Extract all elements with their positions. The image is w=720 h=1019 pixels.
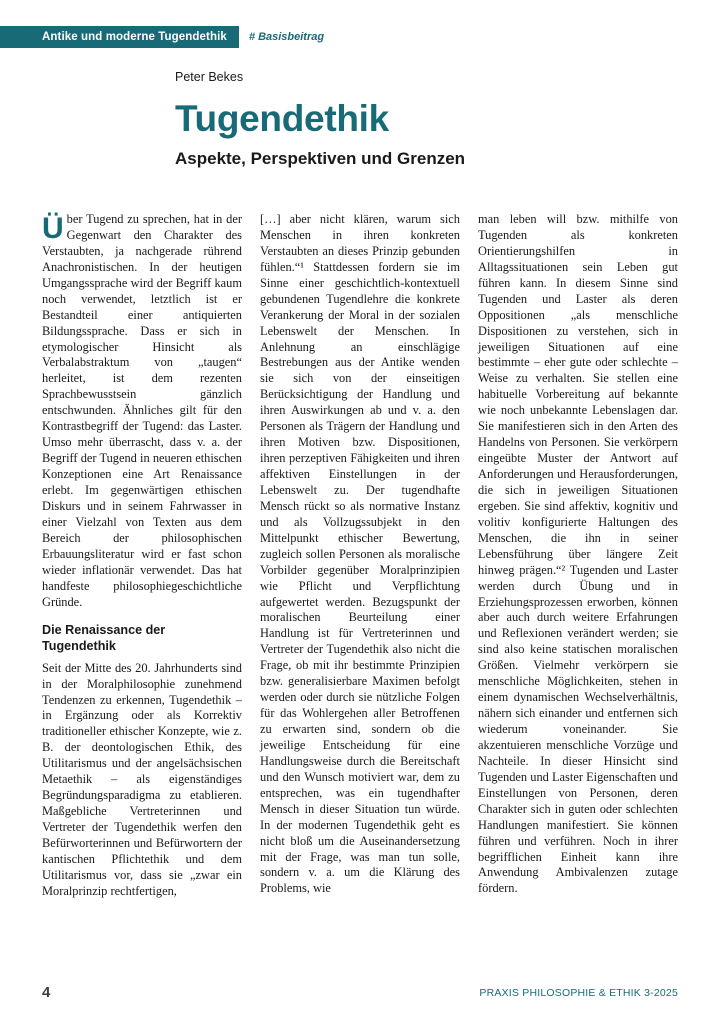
paragraph-intro-text: ber Tugend zu sprechen, hat in der Gegenwart den Charakter des Verstaubten, ja nachgerade rührend Anachronistischen. In der heutigen Umgangssprache wird der Begriff kaum noch verwendet, letztlich ist er Bestandteil einer antiquierten Bildungssprache. Dass er sich in etymologischer Hinsicht als Verbalabstraktum von „taugen“ herleitet, ist dem rezenten Sprachbewusstsein gänzlich entschwunden. Ähnliches gilt für den Kontrastbegriff der Tugend: das Laster. Umso mehr überrascht, dass v. a. der Begriff der Tugend in neueren ethischen Konzeptionen eine Art Renaissance erlebt. Im gegenwärtigen ethischen Diskurs und in seinem Fahrwasser in einer Vielzahl von Texten aus dem Bereich der philosophischen Erbauungsliteratur wird er fast schon wieder inflationär verwendet. Das hat handfeste philosophiegeschichtliche Gründe. xyxy=(42,212,242,609)
column-3 xyxy=(478,212,678,900)
page-footer xyxy=(0,981,720,1001)
header-category-tag: Antike und moderne Tugendethik xyxy=(0,26,239,48)
paragraph-renaissance: Seit der Mitte des 20. Jahrhunderts sind in der Moralphilosophie zunehmend Tendenzen zu erkennen, Tugendethik – in Ergänzung oder als Korrektiv traditioneller ethischer Konzepte, wie z. B. der deontologischen Ethik, des Utilitarismus und der angelsächsischen Metaethik – als eigenständiges Begründungsparadigma zu etablieren. Maßgebliche Vertreterinnen und Vertreter der Tugendethik werfen den Befürworterinnen und Befürwortern der kantischen Pflichtethik und dem Utilitarismus vor, dass sie „zwar ein Moralprinzip rechtfertigen, xyxy=(42,660,242,898)
column-2 xyxy=(260,212,460,900)
page-number: 4 xyxy=(42,984,51,1001)
paragraph-column3: man leben will bzw. mithilfe von Tugenden als konkreten Orientierungshilfen in Alltagssituationen sein Leben gut führen kann. In diesem Sinne sind Tugenden und Laster als deren Oppositionen „als menschliche Dispositionen zu verstehen, sich in jeweiligen Situationen auf eine bestimmte – eher gute oder schlechte – Weise zu verhalten. Sie stellen eine habituelle Vorbereitung auf bekannte wie noch unbekannte Lebenslagen dar. Sie manifestieren sich in den Arten des Handelns von Personen. Sie verkörpern eingeübte Muster der Antwort auf Anforderungen und Herausforderungen, die sich in jeweiligen Situationen ergeben. Sie sind affektiv, kognitiv und volitiv konfigurierte Haltungen des Menschen, die ihn in seiner Lebensführung über längere Zeit hinweg prägen.“² Tugenden und Laster werden durch Übung und in Erziehungsprozessen erworben, können aber auch durch weitere Erfahrungen und Reflexionen verändert werden; sie sind also keine statischen moralischen Größen. Vielmehr verkörpern sie menschliche Möglichkeiten, stehen in einem dynamischen Wechselverhältnis, nähern sich einander und entfernen sich wiederum voneinander. Sie akzentuieren menschliche Vorzüge und Nachteile. In dieser Hinsicht sind Tugenden und Laster Eigenschaften und Einstellungen von Personen, deren Charakter sich in guten oder schlechten Handlungen manifestiert. Sie können führen und verführen. Noch in ihrer begrifflichen Einheit kann ihre Anwendung Ambivalenzen zutage fördern. xyxy=(478,212,678,896)
title-block xyxy=(175,70,645,169)
column-1 xyxy=(42,212,242,900)
paragraph-intro xyxy=(42,212,242,610)
author-name: Peter Bekes xyxy=(175,70,244,84)
journal-reference: PRAXIS PHILOSOPHIE & ETHIK 3-2025 xyxy=(479,987,678,999)
paragraph-column2: […] aber nicht klären, warum sich Menschen in ihren konkreten Verstaubten an dieses Prinzip gebunden fühlen.“¹ Stattdessen fordern sie im Sinne einer geschichtlich-kontextuell gebundenen Tugendlehre die konkrete Verankerung der Moral in der sozialen Lebenswelt der Menschen. In Anlehnung an einschlägige Bestrebungen aus der Antike wenden sie sich von der einseitigen Berücksichtigung der Handlung und ihren Auswirkungen ab und v. a. den Personen als Trägern der Handlung und ihren Motiven bzw. Dispositionen, ihren perzeptiven Fähigkeiten und ihren affektiven Einstellungen in der Lebenswelt zu. Der tugendhafte Mensch rückt so als normative Instanz und als Vollzugssubjekt in den Mittelpunkt ethischer Bewertung, zugleich sollen Personen als moralische Vorbilder gegenüber Moralprinzipien wie Pflicht und Verpflichtung aufgewertet werden. Bezugspunkt der moralischen Beurteilung einer Handlung ist für Vertreterinnen und Vertreter der Tugendethik also nicht die Frage, ob mit ihr bestimmte Prinzipien bzw. generalisierbare Maximen befolgt werden oder durch sie nützliche Folgen für das Wohlergehen aller Betroffenen zu erwarten sind, sondern ob die jeweilige Entscheidung für eine Handlungsweise durch die Bereitschaft und den Wunsch motiviert war, dem zu entsprechen, was ein tugendhafter Mensch in dieser Situation tun würde. In der modernen Tugendethik geht es nicht bloß um die Auseinandersetzung mit der Frage, was man tun solle, sondern v. a. um die Klärung des Problems, wie xyxy=(260,212,460,896)
header-bar xyxy=(0,26,324,48)
section-heading-renaissance: Die Renaissance der Tugendethik xyxy=(42,623,166,653)
header-subtag: # Basisbeitrag xyxy=(248,31,325,43)
article-columns xyxy=(42,212,678,900)
page-subtitle: Aspekte, Perspektiven und Grenzen xyxy=(175,148,466,168)
drop-cap: Ü xyxy=(42,212,64,245)
page-title: Tugendethik xyxy=(175,98,389,139)
